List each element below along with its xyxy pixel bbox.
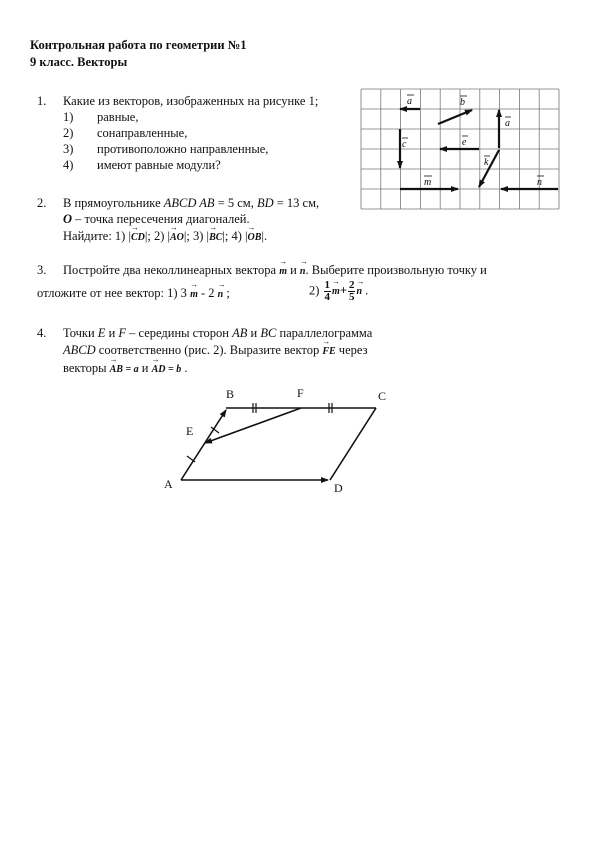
task2-vector-ob: → OB — [248, 232, 262, 243]
vertex-b: B — [226, 387, 235, 401]
vertex-d: D — [334, 481, 343, 495]
task3-vector-m: → m — [279, 266, 287, 277]
task4-side-bc: BC — [260, 326, 277, 340]
task4-point-f: F — [118, 326, 127, 340]
task3-text: отложите от нее вектор: 1) 3 — [37, 286, 191, 300]
task2-line2 — [63, 212, 250, 227]
task2-text: |. — [261, 229, 268, 243]
task2-vector-cd: → CD — [131, 232, 145, 243]
task3-vector-m: → m — [190, 289, 198, 300]
task2-line1 — [63, 196, 319, 211]
task2-text: В прямоугольнике — [63, 196, 164, 210]
fraction-one-quarter — [324, 280, 332, 303]
task3-text: и — [286, 263, 300, 277]
page-title: Контрольная работа по геометрии №1 — [30, 38, 247, 52]
label-arrows — [402, 95, 544, 176]
task4-text: векторы — [63, 361, 110, 375]
task2-rect-name: ABCD — [163, 196, 197, 210]
task4-text: и — [138, 361, 152, 375]
label-a-top: a — [407, 96, 412, 107]
task3-vector-n: → n — [300, 266, 306, 277]
task3-text: ; — [223, 286, 230, 300]
task2-text: |; 3) | — [183, 229, 210, 243]
task2-line3 — [63, 229, 267, 244]
fraction-numerator: 2 — [348, 279, 355, 291]
fraction-denominator: 4 — [324, 291, 331, 303]
task2-text: Найдите: 1) | — [63, 229, 131, 243]
label-a-right: a — [505, 118, 510, 129]
task2-vector-bc: → BC — [209, 232, 222, 243]
task4-line3 — [63, 361, 187, 376]
task4-vector-ad-eq: → AD = b — [152, 364, 182, 375]
task4-figure-name: ABCD — [63, 343, 96, 357]
vector-b — [438, 110, 472, 124]
task4-side-ab: AB — [232, 326, 248, 340]
task4-text: через — [335, 343, 368, 357]
label-b: b — [460, 97, 465, 108]
task1-item-num: 2) — [63, 126, 74, 140]
task2-text: |; 2) | — [144, 229, 171, 243]
task4-text: и — [247, 326, 261, 340]
fraction-denominator: 5 — [348, 291, 355, 303]
task2-vector-ao: → AO — [170, 232, 184, 243]
tick-marks — [187, 403, 332, 462]
figure1-vector-grid — [360, 88, 560, 212]
side-cd — [330, 408, 376, 480]
task2-point-o: O — [63, 212, 73, 226]
vector-fe — [205, 408, 301, 443]
task1-item-num: 1) — [63, 110, 74, 124]
task3-vector-n: → n — [218, 289, 224, 300]
task2-ab-value: = 5 см, — [214, 196, 257, 210]
task4-text: соответственно (рис. 2). Выразите вектор — [95, 343, 323, 357]
task2-ab: AB — [196, 196, 215, 210]
label-k: k — [484, 157, 489, 168]
point-e: E — [186, 424, 194, 438]
task3-plus: + — [339, 283, 347, 298]
vertex-c: C — [378, 389, 387, 403]
task3-vector-n: → n — [356, 286, 362, 297]
task3-vector-m: → m — [332, 286, 340, 297]
task1-question: Какие из векторов, изображенных на рисунке 1; — [63, 94, 319, 108]
task2-number: 2. — [37, 196, 47, 210]
task1-item-text: имеют равные модули? — [97, 158, 221, 172]
task4-point-e: E — [97, 326, 106, 340]
label-n: n — [537, 177, 542, 188]
task1-item-text: равные, — [97, 110, 139, 124]
task4-number: 4. — [37, 326, 47, 340]
task3-text: - 2 — [197, 286, 218, 300]
point-f: F — [297, 386, 304, 400]
label-c: c — [402, 139, 407, 150]
task1-item-text: сонаправленные, — [97, 126, 188, 140]
task4-text: – середины сторон — [126, 326, 233, 340]
task1-number: 1. — [37, 94, 47, 108]
task3-option2 — [309, 280, 368, 303]
task3-text: . — [362, 283, 369, 298]
fraction-two-fifths — [348, 280, 356, 303]
task3-option-num: 2) — [309, 283, 320, 298]
task1-item-text: противоположно направленные, — [97, 142, 269, 156]
task1-item-num: 3) — [63, 142, 74, 156]
task4-text: Точки — [63, 326, 98, 340]
vertex-a: A — [164, 477, 173, 491]
task4-vector-fe: → FE — [322, 346, 335, 357]
task3-line2 — [37, 286, 230, 301]
vector-k — [479, 150, 499, 187]
task2-bd: BD — [256, 196, 274, 210]
task4-vector-ab-eq: → AB = a — [110, 364, 139, 375]
task3-number: 3. — [37, 263, 47, 277]
task2-text: – точка пересечения диагоналей. — [72, 212, 250, 226]
task1-item-num: 4) — [63, 158, 74, 172]
figure2-parallelogram — [150, 380, 410, 500]
task4-text: . — [181, 361, 188, 375]
task3-text: Постройте два неколлинеарных вектора — [63, 263, 280, 277]
side-ab — [181, 410, 226, 480]
label-m: m — [424, 177, 432, 188]
page-subtitle: 9 класс. Векторы — [30, 55, 128, 69]
task4-text: и — [105, 326, 119, 340]
task3-line1 — [63, 263, 487, 278]
label-e: e — [462, 137, 467, 148]
task3-text: . Выберите произвольную точку и — [305, 263, 487, 277]
task2-bd-value: = 13 см, — [273, 196, 320, 210]
task4-text: параллелограмма — [276, 326, 373, 340]
fraction-numerator: 1 — [324, 279, 331, 291]
task2-text: |; 4) | — [222, 229, 248, 243]
